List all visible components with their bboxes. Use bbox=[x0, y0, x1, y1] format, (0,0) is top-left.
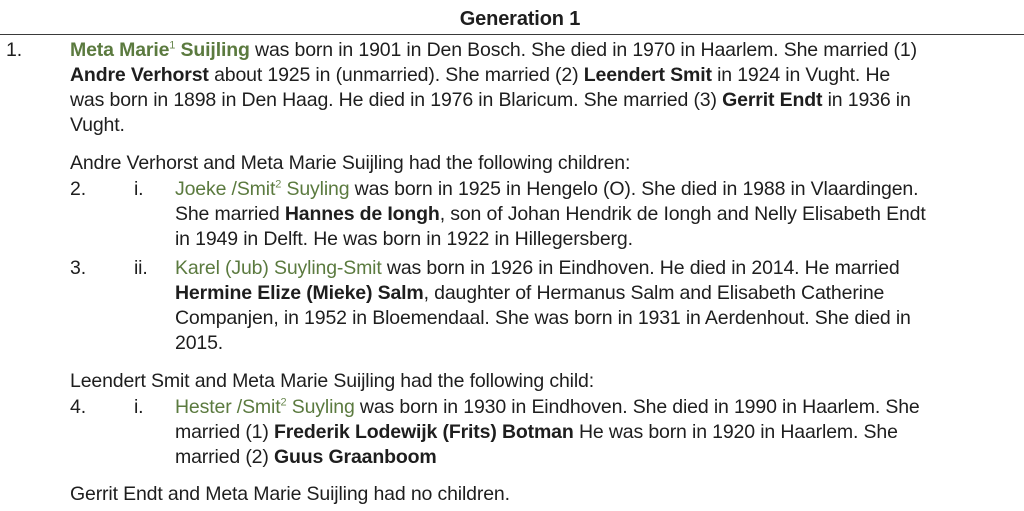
entry-text: was born in 1898 in Den Haag. He died in 1976 in Blaricum. She married (3) bbox=[70, 89, 717, 111]
spouse-name: Andre Verhorst bbox=[70, 64, 209, 86]
entry-text: Vught. bbox=[70, 114, 125, 136]
spouse-name: Guus Graanboom bbox=[273, 446, 437, 468]
entry-line bbox=[70, 63, 917, 88]
family-intro: Gerrit Endt and Meta Marie Suijling had no children. bbox=[70, 483, 510, 505]
entry-line bbox=[70, 88, 917, 113]
child-index: i. bbox=[134, 396, 144, 418]
person-name[interactable]: Meta Marie bbox=[70, 39, 170, 61]
person-entry-1 bbox=[70, 38, 917, 138]
family-intro: Andre Verhorst and Meta Marie Suijling had the following children: bbox=[70, 152, 631, 174]
entry-text: , daughter of Hermanus Salm and Elisabeth Catherine bbox=[423, 282, 885, 304]
spouse-name: Gerrit Endt bbox=[722, 89, 823, 111]
entry-line bbox=[70, 38, 917, 63]
title-divider bbox=[0, 34, 1024, 35]
entry-line bbox=[175, 227, 926, 252]
spouse-name: Hannes de Iongh bbox=[284, 203, 440, 225]
entry-text: was born in 1930 in Eindhoven. She died in 1990 in Haarlem. She bbox=[359, 396, 920, 418]
entry-line bbox=[175, 395, 920, 420]
entry-number: 1. bbox=[6, 39, 22, 61]
entry-text: married (2) bbox=[175, 446, 269, 468]
entry-text: He was born in 1920 in Haarlem. She bbox=[578, 421, 898, 443]
spouse-name: Frederik Lodewijk (Frits) Botman bbox=[273, 421, 574, 443]
footnote-ref[interactable]: 2 bbox=[275, 178, 282, 191]
footnote-ref[interactable]: 1 bbox=[169, 39, 176, 52]
entry-line bbox=[175, 445, 920, 470]
page-title: Generation 1 bbox=[459, 8, 581, 30]
entry-text: was born in 1901 in Den Bosch. She died in 1970 in Haarlem. She married (1) bbox=[255, 39, 917, 61]
entry-text: was born in 1926 in Eindhoven. He died in 2014. He married bbox=[386, 257, 900, 279]
entry-line bbox=[175, 306, 911, 331]
person-name[interactable]: Karel (Jub) Suyling-Smit bbox=[175, 257, 382, 279]
spouse-name: Hermine Elize (Mieke) Salm bbox=[175, 282, 424, 304]
entry-line bbox=[70, 113, 917, 138]
entry-line bbox=[175, 202, 926, 227]
entry-line bbox=[175, 177, 926, 202]
person-name[interactable]: Joeke /Smit bbox=[175, 178, 276, 200]
family-intro: Leendert Smit and Meta Marie Suijling had the following child: bbox=[70, 370, 594, 392]
child-entry-2 bbox=[175, 177, 926, 252]
footnote-ref[interactable]: 2 bbox=[280, 396, 287, 409]
spouse-name: Leendert Smit bbox=[583, 64, 712, 86]
entry-text: in 1924 in Vught. He bbox=[717, 64, 891, 86]
person-surname[interactable]: Suijling bbox=[180, 39, 250, 61]
person-surname[interactable]: Suyling bbox=[286, 178, 350, 200]
entry-text: Companjen, in 1952 in Bloemendaal. She was born in 1931 in Aerdenhout. She died in bbox=[175, 307, 911, 329]
entry-text: , son of Johan Hendrik de Iongh and Nelly Elisabeth Endt bbox=[439, 203, 926, 225]
child-entry-3 bbox=[175, 256, 911, 356]
entry-text: in 1949 in Delft. He was born in 1922 in Hillegersberg. bbox=[175, 228, 633, 250]
entry-number: 3. bbox=[70, 257, 86, 279]
entry-line bbox=[175, 420, 920, 445]
entry-number: 2. bbox=[70, 178, 86, 200]
entry-text: 2015. bbox=[175, 332, 224, 354]
entry-number: 4. bbox=[70, 396, 86, 418]
child-index: ii. bbox=[134, 257, 148, 279]
entry-text: married (1) bbox=[175, 421, 269, 443]
person-surname[interactable]: Suyling bbox=[291, 396, 355, 418]
entry-line bbox=[175, 331, 911, 356]
child-entry-4 bbox=[175, 395, 920, 470]
entry-line bbox=[175, 281, 911, 306]
entry-text: was born in 1925 in Hengelo (O). She died in 1988 in Vlaardingen. bbox=[354, 178, 919, 200]
person-name[interactable]: Hester /Smit bbox=[175, 396, 281, 418]
entry-text: about 1925 in (unmarried). She married (2) bbox=[214, 64, 579, 86]
entry-line bbox=[175, 256, 911, 281]
entry-text: in 1936 in bbox=[827, 89, 911, 111]
entry-text: She married bbox=[175, 203, 280, 225]
child-index: i. bbox=[134, 178, 144, 200]
